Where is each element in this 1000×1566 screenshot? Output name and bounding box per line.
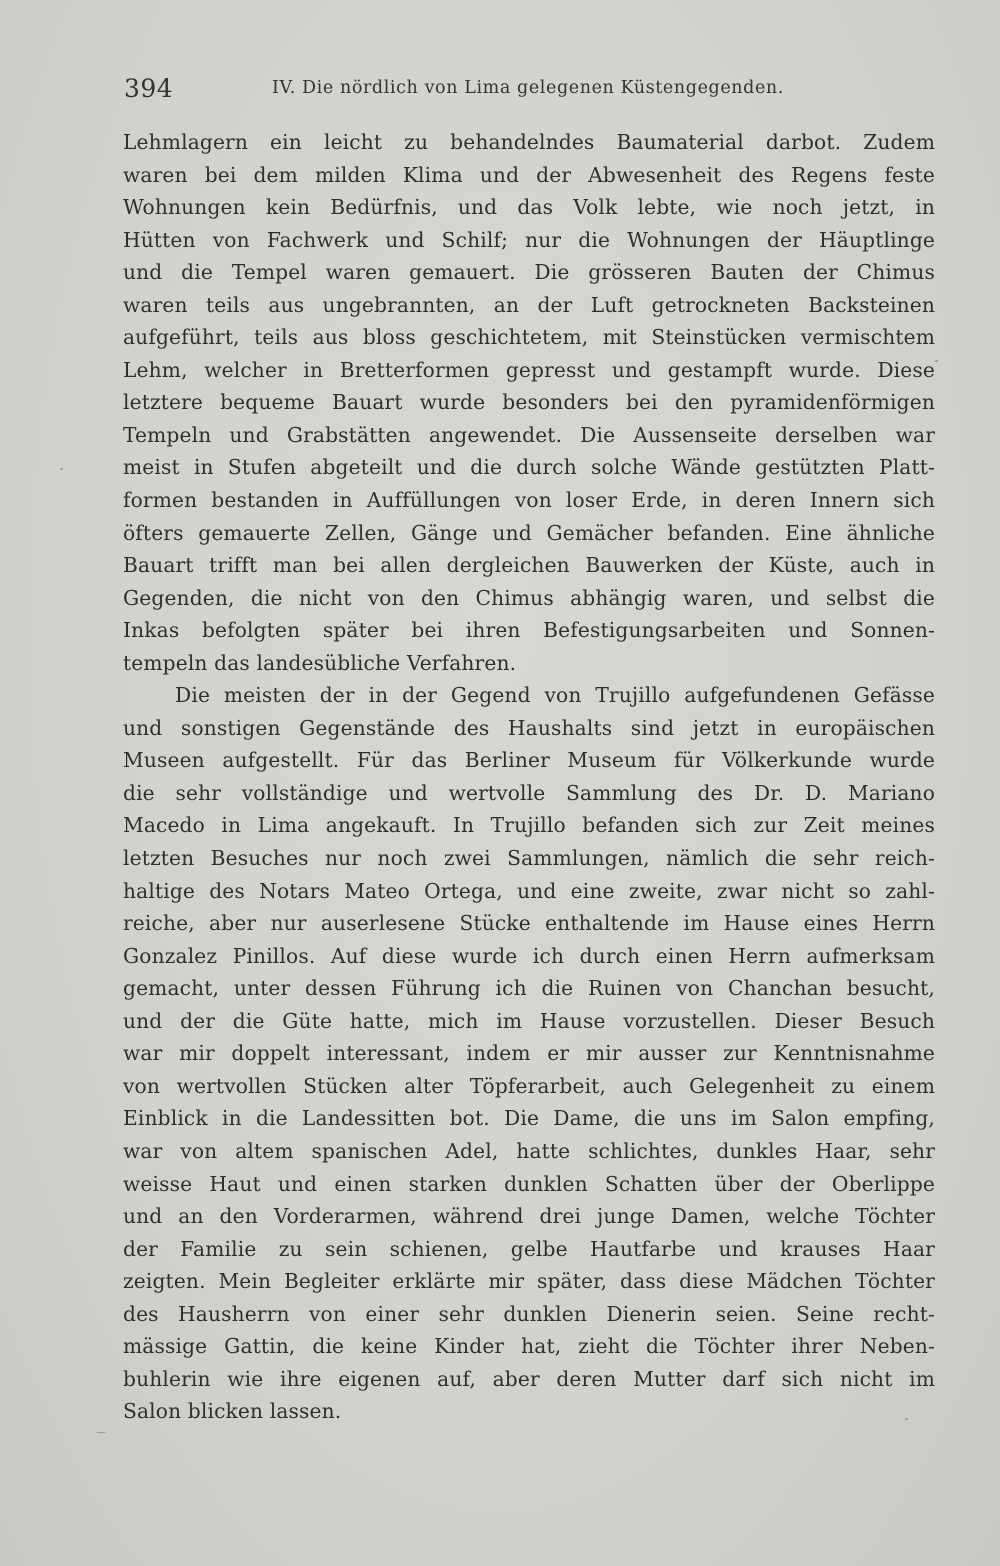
paper-speck (96, 1432, 106, 1433)
text-line: und der die Güte hatte, mich im Hause vorzustellen. Dieser Besuch (123, 1008, 935, 1033)
text-line: zeigten. Mein Begleiter erklärte mir später, dass diese Mädchen Töchter (123, 1269, 935, 1294)
text-line: tempeln das landesübliche Verfahren. (123, 650, 517, 675)
body-text (123, 126, 935, 1428)
text-line: Bauart trifft man bei allen dergleichen Bauwerken der Küste, auch in (123, 553, 935, 578)
text-line: Einblick in die Landessitten bot. Die Dame, die uns im Salon empfing, (123, 1106, 935, 1131)
text-line: aufgeführt, teils aus bloss geschichtetem, mit Steinstücken vermischtem (123, 325, 935, 350)
text-line: letzten Besuches nur noch zwei Sammlungen, nämlich die sehr reich- (123, 846, 935, 871)
text-line: öfters gemauerte Zellen, Gänge und Gemächer befanden. Eine ähnliche (123, 520, 935, 545)
text-line: meist in Stufen abgeteilt und die durch solche Wände gestützten Platt- (123, 455, 935, 480)
text-line: gemacht, unter dessen Führung ich die Ruinen von Chanchan besucht, (123, 976, 935, 1001)
paper-speck (935, 360, 938, 362)
text-line: des Hausherrn von einer sehr dunklen Dienerin seien. Seine recht- (123, 1301, 935, 1326)
text-line: letztere bequeme Bauart wurde besonders bei den pyramidenförmigen (123, 390, 935, 415)
text-line: Inkas befolgten später bei ihren Befestigungsarbeiten und Sonnen- (123, 618, 935, 643)
text-line: und die Tempel waren gemauert. Die grösseren Bauten der Chimus (123, 260, 935, 285)
text-line: mässige Gattin, die keine Kinder hat, zieht die Töchter ihrer Neben- (123, 1334, 935, 1359)
text-line: Hütten von Fachwerk und Schilf; nur die Wohnungen der Häuptlinge (123, 227, 935, 252)
text-line: Gegenden, die nicht von den Chimus abhängig waren, und selbst die (123, 585, 935, 610)
text-line: Gonzalez Pinillos. Auf diese wurde ich durch einen Herrn aufmerksam (123, 943, 935, 968)
running-title: IV. Die nördlich von Lima gelegenen Küstengegenden. (272, 78, 784, 98)
text-line: waren bei dem milden Klima und der Abwesenheit des Regens feste (123, 162, 935, 187)
text-line: reiche, aber nur auserlesene Stücke enthaltende im Hause eines Herrn (123, 911, 935, 936)
text-line: formen bestanden in Auffüllungen von loser Erde, in deren Innern sich (123, 488, 935, 513)
text-line: weisse Haut und einen starken dunklen Schatten über der Oberlippe (123, 1171, 935, 1196)
paper-speck (60, 468, 63, 470)
page-number: 394 (124, 74, 174, 103)
text-line: die sehr vollständige und wertvolle Sammlung des Dr. D. Mariano (123, 780, 935, 805)
text-line: Salon blicken lassen. (123, 1399, 342, 1424)
text-line: waren teils aus ungebrannten, an der Luft getrockneten Backsteinen (123, 292, 935, 317)
text-line: Lehmlagern ein leicht zu behandelndes Baumaterial darbot. Zudem (123, 130, 935, 154)
page-header (124, 74, 944, 114)
text-line: von wertvollen Stücken alter Töpferarbeit, auch Gelegenheit zu einem (123, 1073, 935, 1098)
text-line: haltige des Notars Mateo Ortega, und eine zweite, zwar nicht so zahl- (123, 878, 935, 903)
text-line: Wohnungen kein Bedürfnis, und das Volk lebte, wie noch jetzt, in (123, 195, 935, 220)
text-line: war mir doppelt interessant, indem er mir ausser zur Kenntnisnahme (123, 1041, 935, 1066)
paper-speck (905, 1418, 908, 1420)
text-line: war von altem spanischen Adel, hatte schlichtes, dunkles Haar, sehr (123, 1138, 935, 1163)
text-line: Lehm, welcher in Bretterformen gepresst und gestampft wurde. Diese (123, 357, 935, 382)
text-line: buhlerin wie ihre eigenen auf, aber deren Mutter darf sich nicht im (123, 1366, 935, 1391)
text-line: Macedo in Lima angekauft. In Trujillo befanden sich zur Zeit meines (123, 813, 935, 838)
text-line: Tempeln und Grabstätten angewendet. Die Aussenseite derselben war (123, 422, 935, 447)
text-line: der Familie zu sein schienen, gelbe Hautfarbe und krauses Haar (123, 1236, 935, 1261)
text-line: und an den Vorderarmen, während drei junge Damen, welche Töchter (123, 1204, 935, 1229)
text-line: Die meisten der in der Gegend von Trujillo aufgefundenen Gefässe (175, 683, 935, 708)
text-line: und sonstigen Gegenstände des Haushalts sind jetzt in europäischen (123, 715, 935, 740)
text-line: Museen aufgestellt. Für das Berliner Museum für Völkerkunde wurde (123, 748, 935, 773)
